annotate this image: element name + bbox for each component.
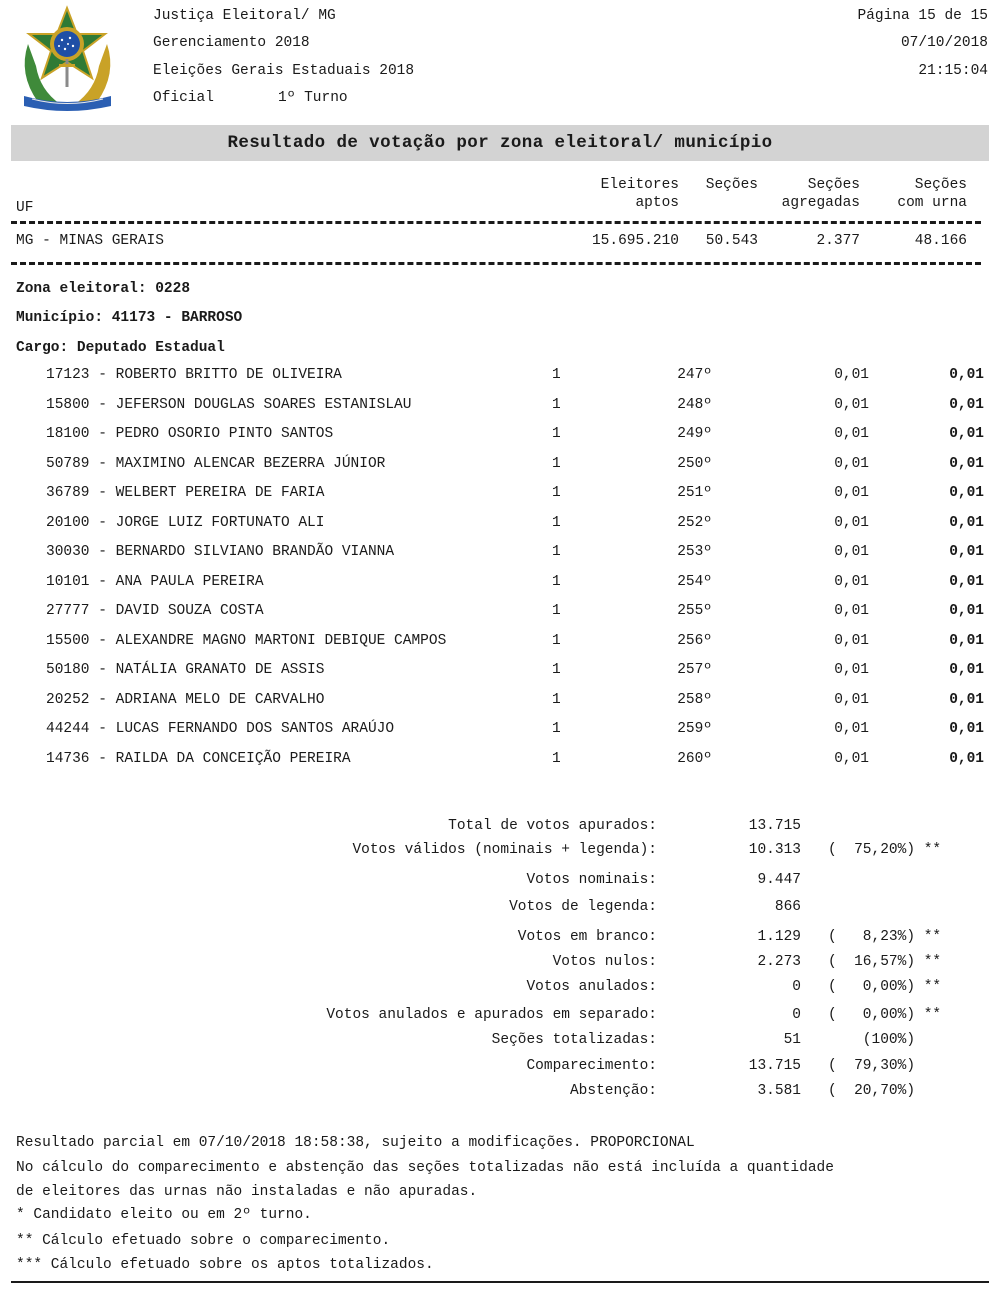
candidate-name: 20252 - ADRIANA MELO DE CARVALHO [46, 692, 325, 708]
bottom-rule [11, 1281, 989, 1283]
candidate-row [0, 515, 1000, 537]
candidate-votes: 1 [552, 456, 561, 472]
candidate-votes: 1 [552, 544, 561, 560]
candidate-pct: 0,01 [834, 603, 869, 619]
total-label: Seções totalizadas: [491, 1032, 657, 1048]
note-line: de eleitores das urnas não instaladas e não apuradas. [16, 1184, 478, 1200]
candidate-row [0, 603, 1000, 625]
candidate-pct: 0,01 [834, 397, 869, 413]
candidate-name: 17123 - ROBERTO BRITTO DE OLIVEIRA [46, 367, 342, 383]
divider [11, 221, 981, 224]
total-percent: ( 8,23%) ** [828, 929, 942, 945]
candidate-pct: 0,01 [834, 692, 869, 708]
candidate-row [0, 485, 1000, 507]
page-number: Página 15 de 15 [857, 8, 988, 24]
total-value: 1.129 [757, 929, 801, 945]
candidate-pct: 0,01 [834, 751, 869, 767]
candidate-votes: 1 [552, 603, 561, 619]
candidate-name: 44244 - LUCAS FERNANDO DOS SANTOS ARAÚJO [46, 721, 395, 737]
candidate-votes: 1 [552, 515, 561, 531]
candidate-position: 260º [677, 751, 712, 767]
candidate-pct-total: 0,01 [949, 544, 984, 560]
total-percent: ( 0,00%) ** [828, 979, 942, 995]
candidate-pct: 0,01 [834, 662, 869, 678]
candidate-position: 253º [677, 544, 712, 560]
total-label: Comparecimento: [526, 1058, 657, 1074]
candidate-votes: 1 [552, 397, 561, 413]
municipio-label: Município: 41173 - BARROSO [16, 310, 243, 326]
header-round: 1º Turno [278, 90, 348, 106]
candidate-votes: 1 [552, 692, 561, 708]
candidate-pct: 0,01 [834, 544, 869, 560]
col-agregadas-1: Seções [807, 177, 860, 193]
candidate-row [0, 633, 1000, 655]
note-line: ** Cálculo efetuado sobre o comparecimento. [16, 1233, 391, 1249]
total-label: Votos anulados: [526, 979, 657, 995]
candidate-name: 14736 - RAILDA DA CONCEIÇÃO PEREIRA [46, 751, 351, 767]
candidate-votes: 1 [552, 721, 561, 737]
brazil-coat-of-arms-icon [10, 4, 125, 116]
total-label: Total de votos apurados: [448, 818, 657, 834]
candidate-votes: 1 [552, 367, 561, 383]
total-value: 3.581 [757, 1083, 801, 1099]
candidate-pct-total: 0,01 [949, 574, 984, 590]
total-value: 13.715 [748, 1058, 801, 1074]
header-system: Gerenciamento 2018 [153, 35, 310, 51]
candidate-pct: 0,01 [834, 426, 869, 442]
candidate-row [0, 544, 1000, 566]
uf-secoes: 50.543 [705, 233, 758, 249]
candidate-pct-total: 0,01 [949, 426, 984, 442]
total-value: 0 [792, 1007, 801, 1023]
candidate-name: 30030 - BERNARDO SILVIANO BRANDÃO VIANNA [46, 544, 395, 560]
total-label: Votos válidos (nominais + legenda): [352, 842, 657, 858]
candidate-position: 250º [677, 456, 712, 472]
note-line: No cálculo do comparecimento e abstenção das seções totalizadas não está incluída a quantidade [16, 1160, 834, 1176]
candidate-votes: 1 [552, 662, 561, 678]
report-time: 21:15:04 [918, 63, 988, 79]
candidate-name: 15800 - JEFERSON DOUGLAS SOARES ESTANISLAU [46, 397, 412, 413]
candidate-votes: 1 [552, 574, 561, 590]
uf-name: MG - MINAS GERAIS [16, 233, 164, 249]
candidate-position: 255º [677, 603, 712, 619]
candidate-position: 249º [677, 426, 712, 442]
total-value: 0 [792, 979, 801, 995]
total-label: Votos em branco: [517, 929, 657, 945]
cargo-label: Cargo: Deputado Estadual [16, 340, 225, 356]
candidate-name: 50789 - MAXIMINO ALENCAR BEZERRA JÚNIOR [46, 456, 386, 472]
uf-com-urna: 48.166 [914, 233, 967, 249]
total-value: 10.313 [748, 842, 801, 858]
note-line: * Candidato eleito ou em 2º turno. [16, 1207, 312, 1223]
note-line: Resultado parcial em 07/10/2018 18:58:38, sujeito a modificações. PROPORCIONAL [16, 1135, 695, 1151]
candidate-row [0, 397, 1000, 419]
candidate-position: 252º [677, 515, 712, 531]
candidate-pct: 0,01 [834, 633, 869, 649]
col-secoes: Seções [705, 177, 758, 193]
col-com-urna-1: Seções [914, 177, 967, 193]
candidate-position: 247º [677, 367, 712, 383]
candidate-position: 259º [677, 721, 712, 737]
candidate-row [0, 456, 1000, 478]
uf-eleitores: 15.695.210 [591, 233, 679, 249]
candidate-name: 36789 - WELBERT PEREIRA DE FARIA [46, 485, 325, 501]
candidate-pct-total: 0,01 [949, 456, 984, 472]
candidate-name: 20100 - JORGE LUIZ FORTUNATO ALI [46, 515, 325, 531]
title-banner [11, 125, 989, 161]
total-value: 13.715 [748, 818, 801, 834]
candidate-pct-total: 0,01 [949, 485, 984, 501]
candidate-pct-total: 0,01 [949, 515, 984, 531]
candidate-votes: 1 [552, 633, 561, 649]
candidate-row [0, 751, 1000, 773]
total-value: 9.447 [757, 872, 801, 888]
col-eleitores-2: aptos [635, 195, 679, 211]
candidate-row [0, 426, 1000, 448]
total-label: Votos nulos: [552, 954, 657, 970]
candidate-name: 50180 - NATÁLIA GRANATO DE ASSIS [46, 662, 325, 678]
divider [11, 262, 981, 265]
candidate-pct-total: 0,01 [949, 721, 984, 737]
total-percent: ( 75,20%) ** [828, 842, 942, 858]
note-line: *** Cálculo efetuado sobre os aptos totalizados. [16, 1257, 434, 1273]
total-percent: ( 79,30%) [828, 1058, 916, 1074]
header-election: Eleições Gerais Estaduais 2018 [153, 63, 415, 79]
candidate-votes: 1 [552, 426, 561, 442]
candidate-pct: 0,01 [834, 485, 869, 501]
candidate-row [0, 721, 1000, 743]
candidate-pct: 0,01 [834, 574, 869, 590]
total-label: Votos nominais: [526, 872, 657, 888]
candidate-votes: 1 [552, 485, 561, 501]
zona-label: Zona eleitoral: 0228 [16, 281, 191, 297]
candidate-pct-total: 0,01 [949, 633, 984, 649]
candidate-pct-total: 0,01 [949, 397, 984, 413]
candidate-pct-total: 0,01 [949, 367, 984, 383]
col-eleitores-1: Eleitores [600, 177, 679, 193]
candidate-pct-total: 0,01 [949, 662, 984, 678]
candidate-pct: 0,01 [834, 367, 869, 383]
candidate-name: 15500 - ALEXANDRE MAGNO MARTONI DEBIQUE CAMPOS [46, 633, 447, 649]
candidate-pct: 0,01 [834, 721, 869, 737]
total-label: Votos anulados e apurados em separado: [326, 1007, 657, 1023]
total-percent: ( 0,00%) ** [828, 1007, 942, 1023]
col-com-urna-2: com urna [897, 195, 967, 211]
candidate-row [0, 692, 1000, 714]
candidate-pct-total: 0,01 [949, 751, 984, 767]
total-percent: ( 16,57%) ** [828, 954, 942, 970]
header-status: Oficial [153, 90, 214, 106]
candidate-position: 251º [677, 485, 712, 501]
candidate-pct-total: 0,01 [949, 603, 984, 619]
candidate-votes: 1 [552, 751, 561, 767]
candidate-name: 10101 - ANA PAULA PEREIRA [46, 574, 264, 590]
candidate-position: 256º [677, 633, 712, 649]
candidate-name: 18100 - PEDRO OSORIO PINTO SANTOS [46, 426, 334, 442]
total-label: Abstenção: [569, 1083, 657, 1099]
page-title: Resultado de votação por zona eleitoral/ município [227, 133, 773, 153]
header-org: Justiça Eleitoral/ MG [153, 8, 336, 24]
total-value: 2.273 [757, 954, 801, 970]
candidate-pct: 0,01 [834, 515, 869, 531]
report-date: 07/10/2018 [900, 35, 988, 51]
col-uf: UF [16, 200, 34, 216]
total-value: 51 [783, 1032, 801, 1048]
candidate-row [0, 574, 1000, 596]
candidate-row [0, 367, 1000, 389]
total-percent: ( 20,70%) [828, 1083, 916, 1099]
candidate-position: 258º [677, 692, 712, 708]
candidate-position: 257º [677, 662, 712, 678]
candidate-pct: 0,01 [834, 456, 869, 472]
uf-agregadas: 2.377 [816, 233, 860, 249]
candidate-position: 248º [677, 397, 712, 413]
total-label: Votos de legenda: [509, 899, 657, 915]
candidate-pct-total: 0,01 [949, 692, 984, 708]
col-agregadas-2: agregadas [781, 195, 860, 211]
total-percent: (100%) [828, 1032, 916, 1048]
candidate-name: 27777 - DAVID SOUZA COSTA [46, 603, 264, 619]
candidate-position: 254º [677, 574, 712, 590]
candidate-row [0, 662, 1000, 684]
total-value: 866 [774, 899, 801, 915]
